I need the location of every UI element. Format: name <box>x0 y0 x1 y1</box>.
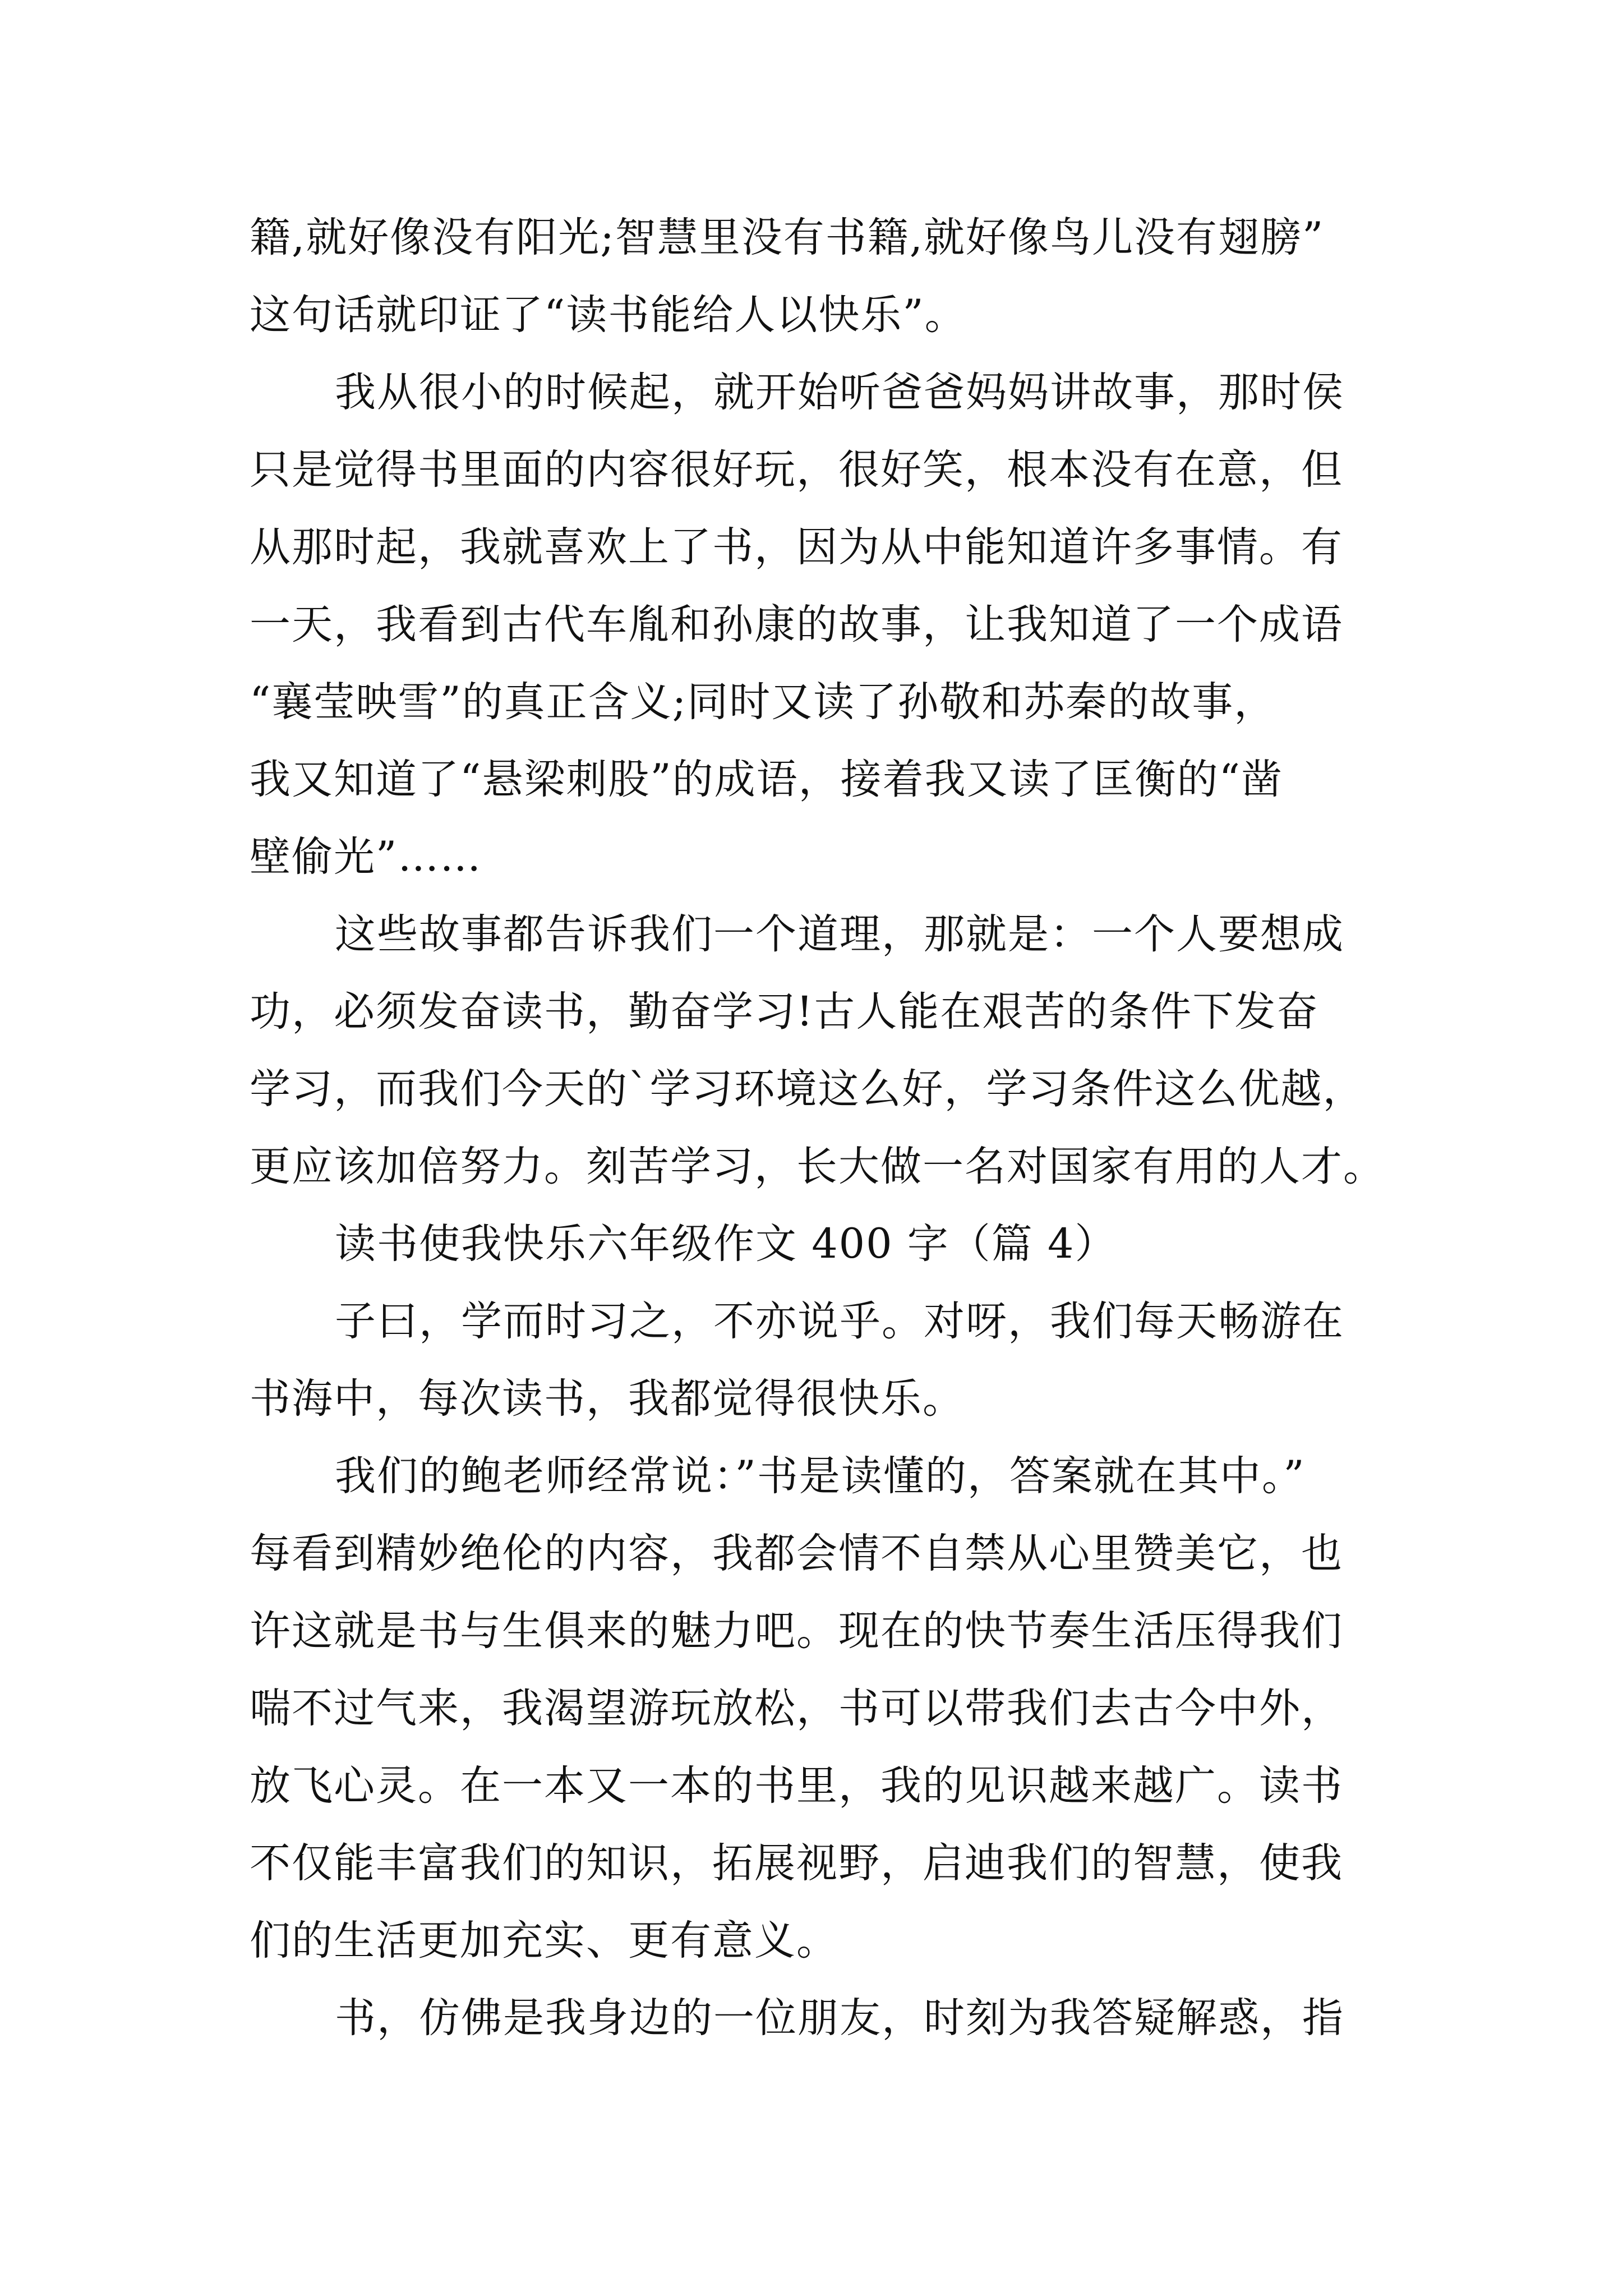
text-line: 读书使我快乐六年级作文 400 字（篇 4） <box>335 1220 1117 1268</box>
text-line: 我从很小的时候起，就开始听爸爸妈妈讲故事，那时侯 <box>335 369 1344 416</box>
text-line: 更应该加倍努力。刻苦学习，长大做一名对国家有用的人才。 <box>250 1143 1385 1190</box>
text-line: 我又知道了“悬梁刺股”的成语，接着我又读了匡衡的“凿 <box>250 756 1283 803</box>
text-line: 壁偷光”…… <box>250 833 482 881</box>
text-line: 们的生活更加充实、更有意义。 <box>250 1917 838 1964</box>
text-line: 喘不过气来，我渴望游玩放松，书可以带我们去古今中外， <box>250 1685 1343 1732</box>
text-line: 籍,就好像没有阳光;智慧里没有书籍,就好像鸟儿没有翅膀” <box>250 214 1325 261</box>
body-text <box>250 199 1385 2057</box>
text-line: 一天，我看到古代车胤和孙康的故事，让我知道了一个成语 <box>250 601 1343 648</box>
text-line: 每看到精妙绝伦的内容，我都会情不自禁从心里赞美它，也 <box>250 1530 1343 1577</box>
text-line: 不仅能丰富我们的知识，拓展视野，启迪我们的智慧，使我 <box>250 1839 1343 1887</box>
text-line: 只是觉得书里面的内容很好玩，很好笑，根本没有在意，但 <box>250 446 1343 494</box>
text-line: 我们的鲍老师经常说：”书是读懂的，答案就在其中。” <box>335 1452 1306 1500</box>
text-line: 学习，而我们今天的`学习环境这么好，学习条件这么优越， <box>250 1065 1365 1113</box>
text-line: 从那时起，我就喜欢上了书，因为从中能知道许多事情。有 <box>250 523 1343 571</box>
text-line: 放飞心灵。在一本又一本的书里，我的见识越来越广。读书 <box>250 1762 1343 1810</box>
text-line: 功，必须发奋读书，勤奋学习!古人能在艰苦的条件下发奋 <box>250 988 1319 1036</box>
text-line: “襄莹映雪”的真正含义;同时又读了孙敬和苏秦的故事， <box>250 678 1276 726</box>
text-line: 子曰，学而时习之，不亦说乎。对呀，我们每天畅游在 <box>335 1297 1344 1345</box>
text-line: 这句话就印证了“读书能给人以快乐”。 <box>250 291 967 339</box>
text-line: 许这就是书与生俱来的魅力吧。现在的快节奏生活压得我们 <box>250 1607 1343 1655</box>
text-line: 这些故事都告诉我们一个道理，那就是：一个人要想成 <box>335 910 1344 958</box>
text-line: 书海中，每次读书，我都觉得很快乐。 <box>250 1375 965 1423</box>
text-line: 书，仿佛是我身边的一位朋友，时刻为我答疑解惑，指 <box>335 1994 1344 2042</box>
